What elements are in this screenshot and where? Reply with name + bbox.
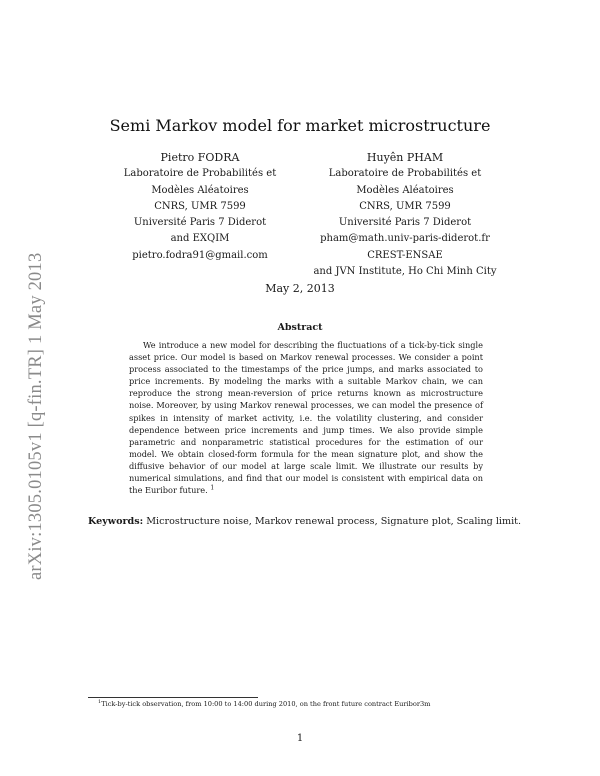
author-affiliation-line: Laboratoire de Probabilités et	[123, 168, 277, 180]
footnote-text: Tick-by-tick observation, from 10:00 to 14:00 during 2010, on the front future contract Euribor3m	[101, 700, 431, 708]
author-email: pham@math.univ-paris-diderot.fr	[320, 233, 490, 245]
author-affiliation-line: and JVN Institute, Ho Chi Minh City	[313, 266, 497, 278]
author-affiliation-line: Laboratoire de Probabilités et	[328, 168, 482, 180]
author-affiliation-line: and EXQIM	[170, 233, 230, 245]
abstract-body	[129, 339, 483, 496]
keywords-text: Microstructure noise, Markov renewal process, Signature plot, Scaling limit.	[146, 516, 522, 527]
keywords-label: Keywords:	[88, 516, 144, 527]
author-name: Huyên PHAM	[366, 151, 444, 164]
footnote-divider	[88, 697, 258, 698]
author-affiliation-line: Université Paris 7 Diderot	[338, 217, 472, 229]
page-number: 1	[296, 733, 304, 744]
author-name: Pietro FODRA	[160, 151, 240, 164]
author-email: pietro.fodra91@gmail.com	[132, 249, 268, 261]
author-affiliation-line: Université Paris 7 Diderot	[133, 217, 267, 229]
author-affiliation-line: CNRS, UMR 7599	[154, 200, 246, 212]
keywords	[88, 516, 528, 527]
abstract-heading: Abstract	[277, 322, 323, 333]
author-affiliation-line: CNRS, UMR 7599	[359, 200, 451, 212]
footnote-reference: 1	[210, 484, 215, 492]
abstract-text: We introduce a new model for describing the fluctuations of a tick-by-tick single asset price. Our model is based on Markov renewal processes. We consider a point process associated to the timestamps of the price jumps, and marks associated to price increments. By modeling the marks with a suitable Markov chain, we can reproduce the strong mean-reversion of price returns known as microstructure noise. Moreover, by using Markov renewal processes, we can model the presence of spikes in intensity of market activity, i.e. the volatility clustering, and consider dependence between price increments and jump times. We also provide simple parametric and nonparametric statistical procedures for the estimation of our model. We obtain closed-form formula for the mean signature plot, and show the diffusive behavior of our model at large scale limit. We illustrate our results by numerical simulations, and find that our model is consistent with empirical data on the Euribor future.	[129, 340, 483, 496]
publication-date: May 2, 2013	[265, 282, 335, 295]
author-block-pham	[280, 150, 530, 280]
paper-title: Semi Markov model for market microstructure	[109, 116, 491, 135]
author-affiliation-line: CREST-ENSAE	[367, 249, 443, 261]
footnote	[98, 700, 430, 708]
author-affiliation-line: Modèles Aléatoires	[151, 184, 249, 196]
arxiv-identifier-stamp: arXiv:1305.0105v1 [q-fin.TR] 1 May 2013	[26, 252, 46, 580]
author-block-fodra	[110, 150, 290, 264]
author-affiliation-line: Modèles Aléatoires	[356, 184, 454, 196]
footnote-mark: 1	[98, 698, 102, 705]
